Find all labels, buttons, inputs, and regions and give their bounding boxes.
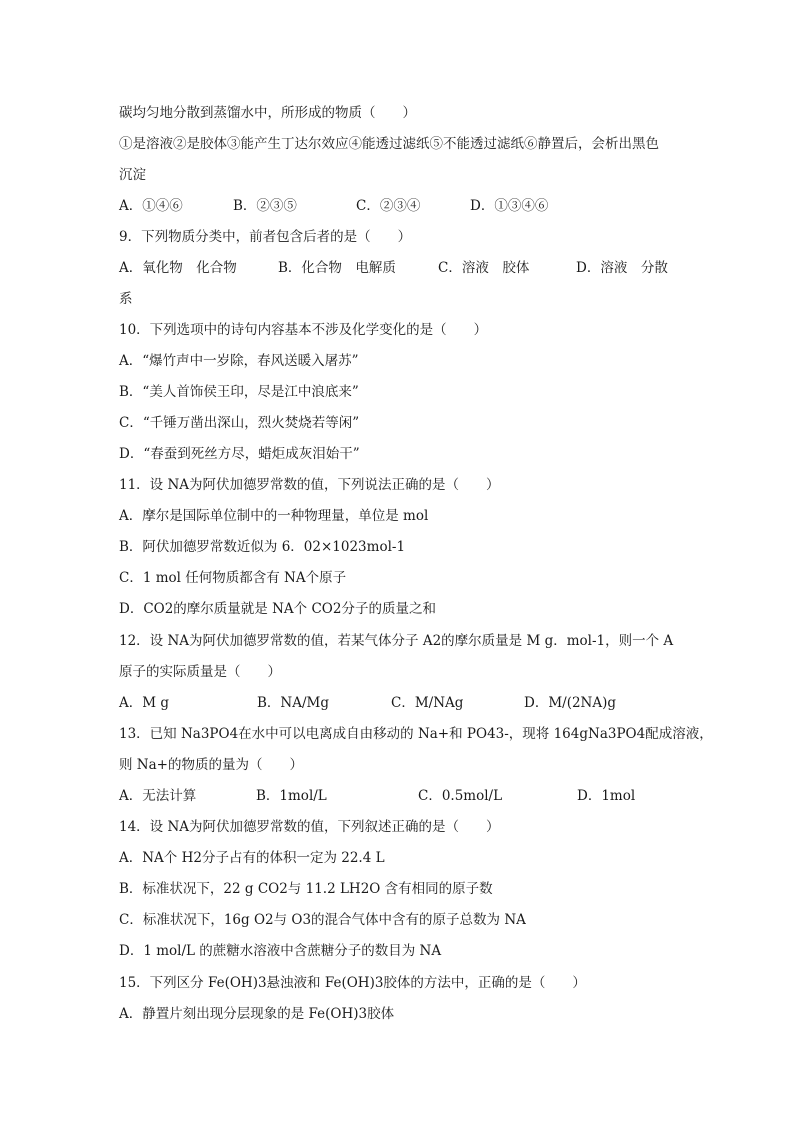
q10-stem: 10．下列选项中的诗句内容基本不涉及化学变化的是（ ） xyxy=(119,322,488,338)
q15-option-a: A．静置片刻出现分层现象的是 Fe(OH)3胶体 xyxy=(119,1006,395,1022)
q15-stem: 15．下列区分 Fe(OH)3悬浊液和 Fe(OH)3胶体的方法中，正确的是（ ） xyxy=(119,975,586,991)
q12-stem-wrap: 原子的实际质量是（ ） xyxy=(119,664,281,680)
q10-option-a: A．“爆竹声中一岁除，春风送暖入屠苏” xyxy=(119,353,359,369)
q8-statements-wrap: 沉淀 xyxy=(119,167,146,183)
q14-option-c: C．标准状况下，16g O2与 O3的混合气体中含有的原子总数为 NA xyxy=(119,912,526,928)
q8-option-c: C．②③④ xyxy=(356,198,421,214)
q10-option-c: C．“千锤万凿出深山，烈火焚烧若等闲” xyxy=(119,415,360,431)
q13-option-a: A．无法计算 xyxy=(119,788,197,804)
q9-option-a: A．氧化物 化合物 xyxy=(119,260,237,276)
q12-option-b: B．NA/Mg xyxy=(257,695,329,711)
q14-option-b: B．标准状况下，22 g CO2与 11.2 LH2O 含有相同的原子数 xyxy=(119,881,493,897)
q13-stem: 13．已知 Na3PO4在水中可以电离成自由移动的 Na+和 PO43-，现将 164gNa3PO4配成溶液， xyxy=(119,726,713,742)
q8-statements: ①是溶液②是胶体③能产生丁达尔效应④能透过滤纸⑤不能透过滤纸⑥静置后，会析出黑色 xyxy=(119,136,659,152)
q11-stem: 11．设 NA为阿伏加德罗常数的值，下列说法正确的是（ ） xyxy=(119,477,500,493)
q10-option-b: B．“美人首饰侯王印，尽是江中浪底来” xyxy=(119,384,359,400)
q12-stem: 12．设 NA为阿伏加德罗常数的值，若某气体分子 A2的摩尔质量是 M g．mol-1，则一个 A xyxy=(119,633,674,649)
q9-option-d-wrap: 系 xyxy=(119,291,133,307)
q14-option-a: A．NA个 H2分子占有的体积一定为 22.4 L xyxy=(119,850,385,866)
q14-stem: 14．设 NA为阿伏加德罗常数的值，下列叙述正确的是（ ） xyxy=(119,819,500,835)
q8-option-a: A．①④⑥ xyxy=(119,198,183,214)
q13-option-c: C．0.5mol/L xyxy=(418,788,503,804)
q13-option-b: B．1mol/L xyxy=(256,788,327,804)
q13-stem-wrap: 则 Na+的物质的量为（ ） xyxy=(119,757,303,773)
q11-option-c: C．1 mol 任何物质都含有 NA个原子 xyxy=(119,570,347,586)
q8-option-b: B．②③⑤ xyxy=(233,198,297,214)
q9-option-b: B．化合物 电解质 xyxy=(278,260,396,276)
q9-stem: 9．下列物质分类中，前者包含后者的是（ ） xyxy=(119,229,412,245)
q9-option-d: D．溶液 分散 xyxy=(576,260,668,276)
q12-option-a: A．M g xyxy=(119,695,170,711)
q10-option-d: D．“春蚕到死丝方尽，蜡炬成灰泪始干” xyxy=(119,446,360,462)
q14-option-d: D．1 mol/L 的蔗糖水溶液中含蔗糖分子的数目为 NA xyxy=(119,943,442,959)
q8-option-d: D．①③④⑥ xyxy=(470,198,549,214)
q9-option-c: C．溶液 胶体 xyxy=(438,260,530,276)
q13-option-d: D．1mol xyxy=(577,788,636,804)
q12-option-d: D．M/(2NA)g xyxy=(524,695,617,711)
q11-option-d: D．CO2的摩尔质量就是 NA个 CO2分子的质量之和 xyxy=(119,601,436,617)
q8-stem-continuation: 碳均匀地分散到蒸馏水中，所形成的物质（ ） xyxy=(119,105,416,121)
q11-option-b: B．阿伏加德罗常数近似为 6．02×1023mol-1 xyxy=(119,539,406,555)
q12-option-c: C．M/NAg xyxy=(391,695,464,711)
q11-option-a: A．摩尔是国际单位制中的一种物理量，单位是 mol xyxy=(119,508,429,524)
